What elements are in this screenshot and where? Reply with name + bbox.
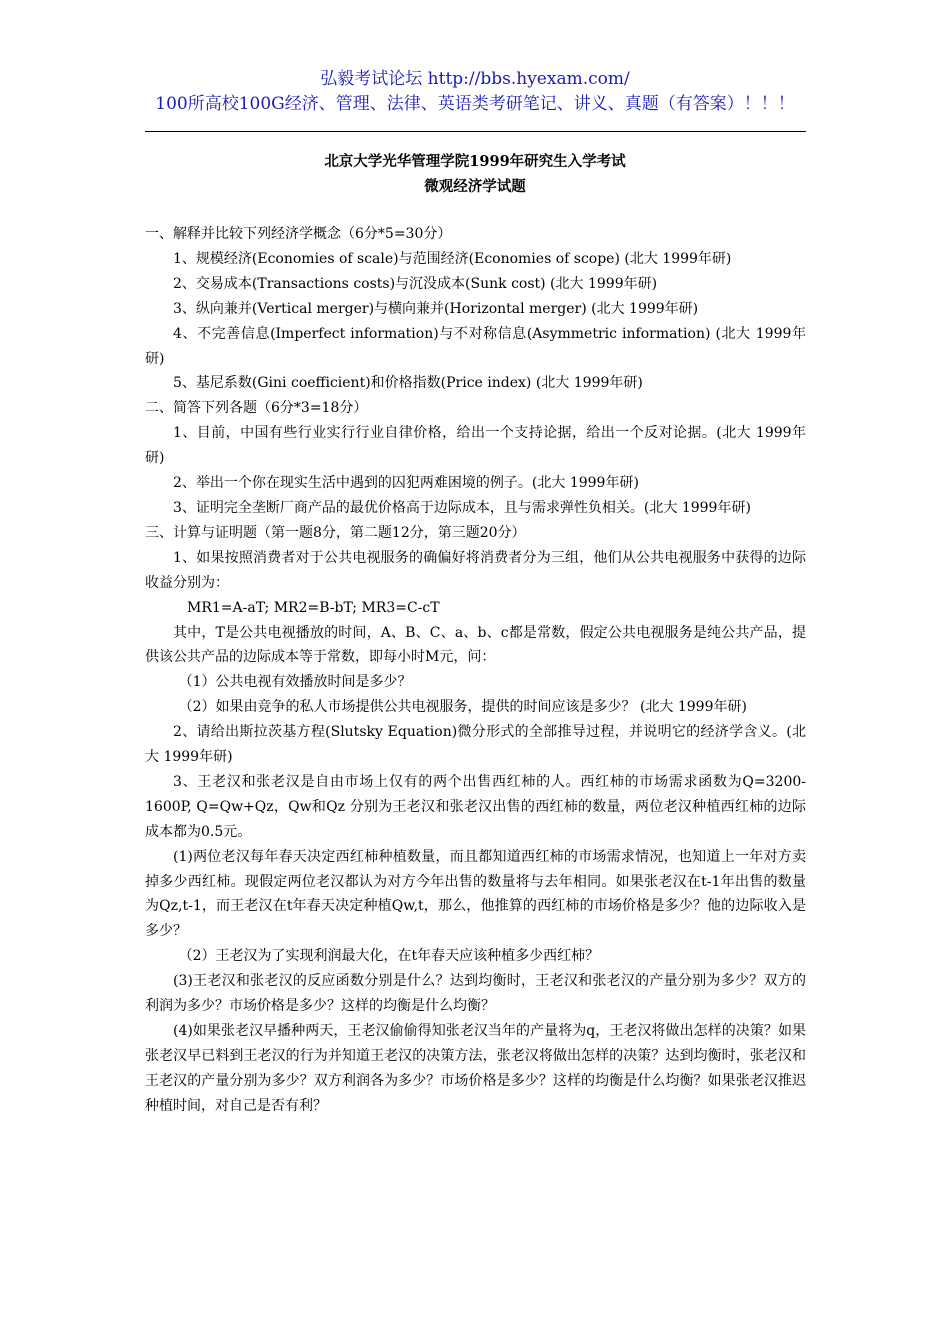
question-item: 5、基尼系数(Gini coefficient)和价格指数(Price index) (北大 1999年研) [173,375,643,392]
question-item: 4、不完善信息(Imperfect information)与不对称信息(Asymmetric information) (北大 1999年研) [145,325,806,367]
question-item: 其中，T是公共电视播放的时间，A、B、C、a、b、c都是常数，假定公共电视服务是纯公共产品，提供该公共产品的边际成本等于常数，即每小时M元，问： [145,624,806,666]
question-item: 3、纵向兼并(Vertical merger)与横向兼并(Horizontal merger) (北大 1999年研) [173,300,699,317]
sub-question: （2）王老汉为了实现利润最大化，在t年春天应该种植多少西红柿？ [178,948,600,965]
sub-question: （2）如果由竞争的私人市场提供公共电视服务，提供的时间应该是多少？ (北大 1999年研) [178,699,747,716]
question-item: 1、如果按照消费者对于公共电视服务的确偏好将消费者分为三组，他们从公共电视服务中获得的边际收益分别为： [145,549,806,591]
exam-body [145,222,806,1119]
formula-line: MR1=A-aT; MR2=B-bT; MR3=C-cT [187,599,440,616]
question-item: 1、规模经济(Economies of scale)与范围经济(Economies of scope) (北大 1999年研) [173,250,732,267]
section-heading: 一、解释并比较下列经济学概念（6分*5=30分） [145,226,452,242]
sub-question: (4)如果张老汉早播种两天，王老汉偷偷得知张老汉当年的产量将为q，王老汉将做出怎样的决策？如果张老汉早已料到王老汉的行为并知道王老汉的决策方法，张老汉将做出怎样的决策？达到均衡时，张老汉和王老汉的产量分别为多少？双方利润各为多少？市场价格是多少？这样的均衡是什么均衡？如果张老汉推迟种植时间，对自己是否有利？ [145,1023,806,1114]
forum-banner[interactable]: 弘毅考试论坛 http://bbs.hyexam.com/ [320,69,630,89]
sub-question: （1）公共电视有效播放时间是多少？ [178,674,412,691]
question-item: 1、目前，中国有些行业实行行业自律价格，给出一个支持论据，给出一个反对论据。(北大 1999年研) [145,425,806,467]
exam-title: 北京大学光华管理学院1999年研究生入学考试 [324,153,626,170]
sub-question: (1)两位老汉每年春天决定西红柿种植数量，而且都知道西红柿的市场需求情况，也知道上一年对方卖掉多少西红柿。现假定两位老汉都认为对方今年出售的数量将与去年相同。如果张老汉在t-1年出售的数量为Qz,t-1，而王老汉在t年春天决定种植Qw,t，那么，他推算的西红柿的市场价格是多少？他的边际收入是多少？ [145,848,806,940]
sub-question: (3)王老汉和张老汉的反应函数分别是什么？达到均衡时，王老汉和张老汉的产量分别为多少？双方的利润为多少？市场价格是多少？这样的均衡是什么均衡？ [145,973,806,1015]
question-item: 3、王老汉和张老汉是自由市场上仅有的两个出售西红柿的人。西红柿的市场需求函数为Q=3200-1600P, Q=Qw+Qz，Qw和Qz 分别为王老汉和张老汉出售的西红柿的数量，两位老汉种植西红柿的边际成本都为0.5元。 [145,773,806,840]
question-item: 3、证明完全垄断厂商产品的最优价格高于边际成本，且与需求弹性负相关。(北大 1999年研) [173,499,751,516]
question-item: 2、请给出斯拉茨基方程(Slutsky Equation)微分形式的全部推导过程，并说明它的经济学含义。(北大 1999年研) [145,724,806,766]
section-heading: 三、计算与证明题（第一题8分，第二题12分，第三题20分） [145,524,526,541]
promo-banner: 100所高校100G经济、管理、法律、英语类考研笔记、讲义、真题（有答案）！！！ [155,94,795,114]
question-item: 2、举出一个你在现实生活中遇到的囚犯两难困境的例子。(北大 1999年研) [173,475,639,492]
exam-subtitle: 微观经济学试题 [424,178,526,195]
section-heading: 二、简答下列各题（6分*3=18分） [145,400,368,417]
header-divider [145,131,806,132]
question-item: 2、交易成本(Transactions costs)与沉没成本(Sunk cost) (北大 1999年研) [173,275,658,292]
